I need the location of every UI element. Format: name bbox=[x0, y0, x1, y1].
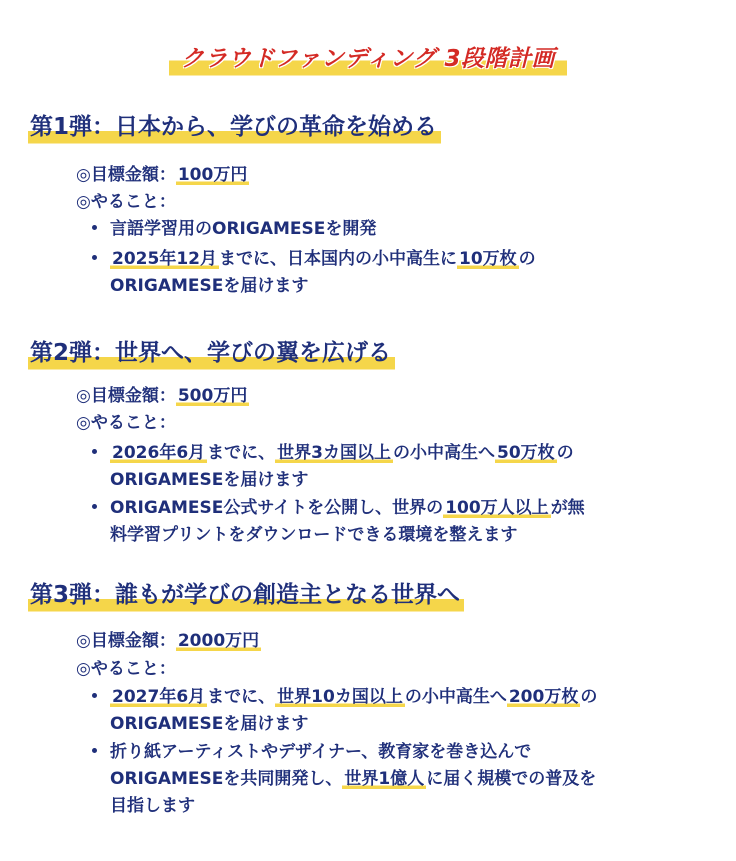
section-2-bullet-2-cont: 料学習プリントをダウンロードできる環境を整えます bbox=[110, 525, 518, 545]
bullet-text: に届く規模での普及を bbox=[426, 769, 597, 789]
section-1-heading: 第1弾：日本から、学びの革命を始める bbox=[28, 108, 441, 145]
goal-amount: 2000万円 bbox=[177, 631, 260, 651]
section-2-bullet-1-cont: ORIGAMESEを届けます bbox=[110, 470, 309, 490]
highlight-quantity: 100万人以上 bbox=[445, 498, 549, 518]
highlight-scope: 世界3カ国以上 bbox=[277, 443, 391, 463]
section-1-bullet-1: 言語学習用のORIGAMESEを開発 bbox=[110, 219, 377, 239]
section-2-goal bbox=[76, 381, 249, 406]
bullet-text: ORIGAMESEを共同開発し、 bbox=[110, 769, 343, 789]
bullet-dot bbox=[92, 255, 97, 260]
highlight-date: 2026年6月 bbox=[112, 443, 206, 463]
highlight-quantity: 200万枚 bbox=[508, 687, 579, 707]
goal-amount: 100万円 bbox=[177, 165, 248, 185]
section-3-heading: 第3弾：誰もが学びの創造主となる世界へ bbox=[28, 576, 464, 613]
highlight-date: 2027年6月 bbox=[112, 687, 206, 707]
goal-amount: 500万円 bbox=[177, 386, 248, 406]
section-1-todo-label: ◎やること： bbox=[76, 192, 176, 212]
bullet-text: が無 bbox=[550, 498, 585, 518]
section-3-bullet-2: 折り紙アーティストやデザイナー、教育家を巻き込んで bbox=[110, 742, 532, 762]
bullet-text: の bbox=[580, 687, 598, 707]
section-2-bullet-2 bbox=[110, 493, 585, 518]
section-1-bullet-2-cont: ORIGAMESEを届けます bbox=[110, 276, 309, 296]
section-3-bullet-2-cont bbox=[110, 764, 596, 789]
bullet-text: までに、 bbox=[207, 443, 276, 463]
title-wrap bbox=[0, 38, 736, 79]
bullet-text: ORIGAMESE公式サイトを公開し、世界の bbox=[110, 498, 444, 518]
bullet-text: までに、 bbox=[207, 687, 276, 707]
highlight-scope: 世界10カ国以上 bbox=[277, 687, 403, 707]
goal-label: ◎目標金額： bbox=[76, 386, 176, 406]
bullet-text: の小中高生へ bbox=[393, 443, 495, 463]
goal-label: ◎目標金額： bbox=[76, 631, 176, 651]
section-1-bullet-2 bbox=[110, 244, 536, 269]
page-title: クラウドファンディング 3段階計画 bbox=[169, 38, 567, 79]
section-3-goal bbox=[76, 626, 261, 651]
highlight-quantity: 10万枚 bbox=[458, 249, 517, 269]
bullet-dot bbox=[92, 449, 97, 454]
bullet-text: の bbox=[518, 249, 536, 269]
bullet-dot bbox=[92, 748, 97, 753]
highlight-date: 2025年12月 bbox=[112, 249, 217, 269]
highlight-quantity: 世界1億人 bbox=[344, 769, 425, 789]
bullet-dot bbox=[92, 693, 97, 698]
section-3-bullet-1-cont: ORIGAMESEを届けます bbox=[110, 714, 309, 734]
section-3-todo-label: ◎やること： bbox=[76, 659, 176, 679]
bullet-dot bbox=[92, 225, 97, 230]
section-3-bullet-1 bbox=[110, 682, 597, 707]
section-1-goal bbox=[76, 160, 249, 185]
bullet-text: の小中高生へ bbox=[404, 687, 507, 707]
bullet-text: の bbox=[556, 443, 574, 463]
section-3-bullet-2-cont-2: 目指します bbox=[110, 796, 195, 816]
section-2-todo-label: ◎やること： bbox=[76, 413, 176, 433]
section-2-bullet-1 bbox=[110, 438, 574, 463]
section-2-heading: 第2弾：世界へ、学びの翼を広げる bbox=[28, 334, 395, 371]
bullet-text: までに、日本国内の小中高生に bbox=[218, 249, 457, 269]
goal-label: ◎目標金額： bbox=[76, 165, 176, 185]
bullet-dot bbox=[92, 504, 97, 509]
highlight-quantity: 50万枚 bbox=[497, 443, 555, 463]
